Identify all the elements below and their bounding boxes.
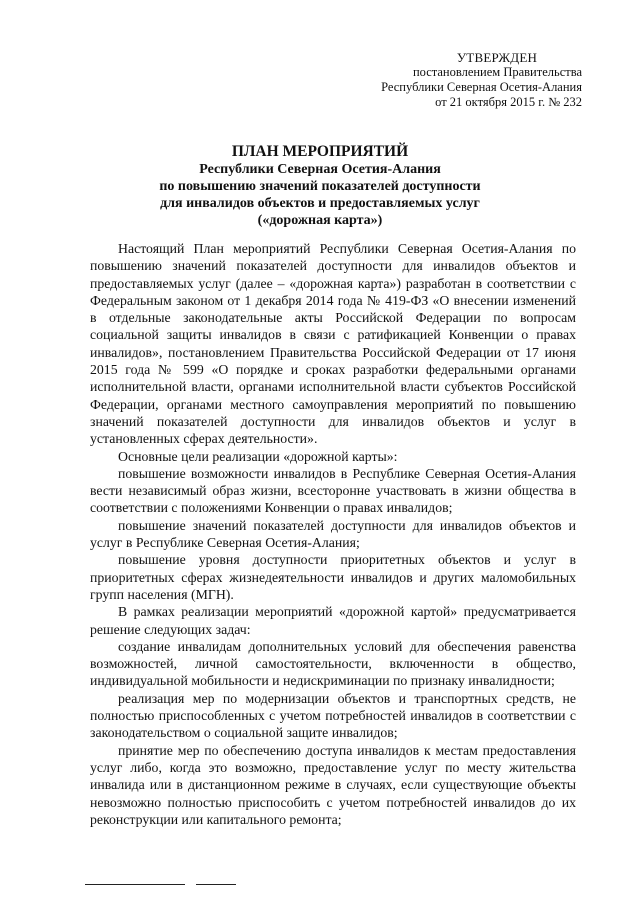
footer-divider	[85, 884, 185, 885]
paragraph-tasks-heading: В рамках реализации мероприятий «дорожной картой» предусматривается решение следующих задач:	[90, 604, 576, 637]
document-title	[80, 143, 560, 229]
title-line-2: по повышению значений показателей доступности	[159, 179, 481, 194]
paragraph-task-2: реализация мер по модернизации объектов и транспортных средств, не полностью приспособленных с учетом потребностей инвалидов в соответствии с законодательством о социальной защите инвалидов;	[90, 690, 576, 741]
title-line-4: («дорожная карта»)	[257, 213, 383, 228]
footer-divider-short	[196, 884, 236, 885]
approval-heading: УТВЕРЖДЕН	[456, 50, 538, 65]
title-main: ПЛАН МЕРОПРИЯТИЙ	[231, 143, 409, 160]
approval-line-3: от 21 октября 2015 г. № 232	[435, 95, 582, 109]
paragraph-task-1: создание инвалидам дополнительных условий для обеспечения равенства возможностей, личной самостоятельности, включенности в общество, индивидуальной мобильности и недискриминации по признаку инвалидности;	[90, 638, 576, 689]
paragraph-goal-2: повышение значений показателей доступности для инвалидов объектов и услуг в Республике Северная Осетия-Алания;	[90, 517, 576, 551]
title-line-1: Республики Северная Осетия-Алания	[199, 162, 441, 177]
approval-line-2: Республики Северная Осетия-Алания	[381, 80, 582, 94]
approval-line-1: постановлением Правительства	[412, 65, 582, 79]
document-body	[90, 240, 576, 828]
approval-stamp	[372, 50, 582, 110]
title-line-3: для инвалидов объектов и предоставляемых услуг	[160, 196, 480, 211]
paragraph-goal-3: повышение уровня доступности приоритетных объектов и услуг в приоритетных сферах жизнедеятельности инвалидов и других маломобильных групп населения (МГН).	[90, 552, 576, 602]
paragraph-intro: Настоящий План мероприятий Республики Северная Осетия-Алания по повышению значений показателей доступности для инвалидов объектов и предоставляемых услуг (далее – «дорожная карта») разработан в соответствии с Федеральным законом от 1 декабря 2014 года № 419-ФЗ «О внесении изменений в отдельные законодательные акты Российской Федерации по вопросам социальной защиты инвалидов в связи с ратификацией Конвенции о правах инвалидов», постановлением Правительства Российской Федерации от 17 июня 2015 года № 599 «О порядке и сроках разработки федеральными органами исполнительной власти, органами исполнительной власти субъектов Российской Федерации, органами местного самоуправления мероприятий по повышению значений показателей доступности для инвалидов объектов и услуг в установленных сферах деятельности».	[90, 241, 576, 447]
paragraph-task-3: принятие мер по обеспечению доступа инвалидов к местам предоставления услуг либо, когда это возможно, предоставление услуг по месту жительства инвалида или в дистанционном режиме в случаях, если существующие объекты невозможно полностью приспособить с учетом потребностей инвалидов до их реконструкции или капитального ремонта;	[90, 742, 576, 827]
paragraph-goals-heading: Основные цели реализации «дорожной карты»:	[118, 448, 398, 464]
paragraph-goal-1: повышение возможности инвалидов в Республике Северная Осетия-Алания вести независимый образ жизни, всесторонне участвовать в жизни общества в соответствии с положениями Конвенции о правах инвалидов;	[90, 465, 576, 516]
